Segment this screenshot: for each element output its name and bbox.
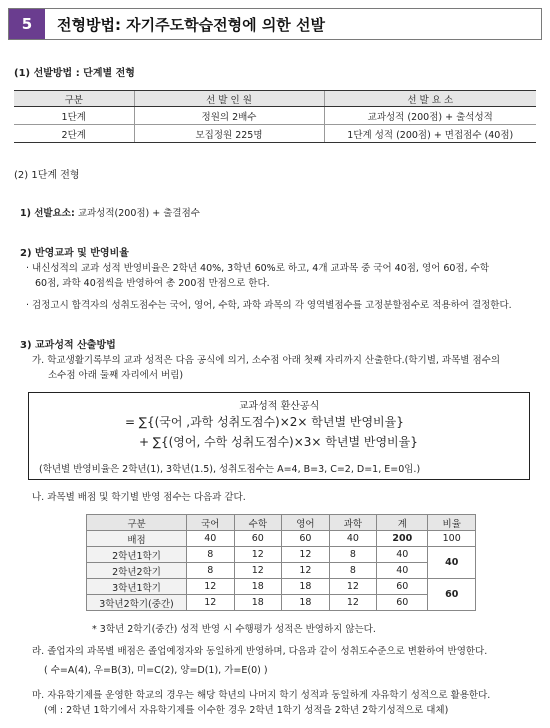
formula-line-2: + ∑{(영어, 수학 성취도점수)×3× 학년별 반영비율} [139,435,418,449]
table-header: 선 발 요 소 [324,91,536,107]
table-row [87,595,476,611]
selection-method-heading: (1) 선발방법 : 단계별 전형 [14,68,135,79]
bullet-text: 내신성적의 교과 성적 반영비율은 2학년 40%, 3학년 60%로 하고, 4개 교과목 중 국어 40점, 영어 60점, 수학 [32,263,490,274]
table-cell: 60 [234,531,282,547]
table-header: 선 발 인 원 [134,91,324,107]
stage1-heading: (2) 1단계 전형 [14,170,80,181]
table-header: 구분 [14,91,134,107]
table-cell: 40 [187,531,235,547]
table-header: 영어 [282,515,330,531]
table-cell: 2학년1학기 [87,547,187,563]
table-cell: 정원의 2배수 [134,107,324,125]
table-cell: 2단계 [14,125,134,143]
table-cell: 12 [329,595,377,611]
selection-elements-label: 1) 선발요소: [20,208,75,219]
formula-title: 교과성적 환산공식 [238,401,320,412]
allocation-table [86,514,476,611]
table-cell: 12 [282,547,330,563]
table-cell: 18 [234,579,282,595]
table-cell: 3학년1학기 [87,579,187,595]
table-cell: 교과성적 (200점) + 출석성적 [324,107,536,125]
table-row [87,563,476,579]
ged-bullet: · 검정고시 합격자의 성취도점수는 국어, 영어, 수학, 과학 과목의 각 영역별점수를 고정분할점수로 적용하여 결정한다. [26,300,512,311]
table-header: 계 [377,515,428,531]
free-semester [32,688,547,718]
table-cell: 60 [282,531,330,547]
selection-elements-text: 교과성적(200점) + 출결점수 [77,208,200,219]
table-header: 구분 [87,515,187,531]
table-cell: 2학년2학기 [87,563,187,579]
ga-line-1: 가. 학교생활기록부의 교과 성적은 다음 공식에 의거, 소수점 아래 첫째 자리까지 산출한다.(학기별, 과목별 점수의 [32,355,501,366]
bullet-text-cont: 60점, 과학 40점씩을 반영하여 총 200점 만점으로 한다. [35,278,270,289]
table-cell: 60 [428,579,476,611]
graduate-conversion [32,644,547,678]
table-cell: 12 [329,579,377,595]
table-cell: 40 [377,547,428,563]
section-title: 전형방법: 자기주도학습전형에 의한 선발 [57,15,325,34]
table-cell: 60 [377,579,428,595]
section-number: 5 [9,9,45,39]
table-cell: 배점 [87,531,187,547]
table-row [87,547,476,563]
ma-line-2: (예 : 2학년 1학기에서 자유학기제를 이수한 경우 2학년 1학기 성적을 2학년 2학기성적으로 대체) [44,705,449,716]
table-header: 과학 [329,515,377,531]
calculation-method-heading: 3) 교과성적 산출방법 [20,340,116,351]
table-cell: 8 [329,563,377,579]
table-footnote: * 3학년 2학기(중간) 성적 반영 시 수행평가 성적은 반영하지 않는다. [92,624,376,635]
table-row [14,107,536,125]
reflected-subjects-bullet: · 내신성적의 교과 성적 반영비율은 2학년 40%, 3학년 60%로 하고, 4개 교과목 중 국어 40점, 영어 60점, 수학 60점, 과학 40점씩을 반영하여 총 200점 만점으로 한다. [26,261,541,291]
table-cell: 40 [377,563,428,579]
table-header: 국어 [187,515,235,531]
table-row [87,579,476,595]
table-cell: 200 [377,531,428,547]
table-cell: 18 [282,579,330,595]
table-header: 수학 [234,515,282,531]
table-cell: 1단계 [14,107,134,125]
table-cell: 12 [282,563,330,579]
table-cell: 40 [428,547,476,579]
table-cell: 12 [187,595,235,611]
table-cell: 8 [329,547,377,563]
calculation-method-ga [32,353,542,383]
table-cell: 8 [187,547,235,563]
table-cell: 1단계 성적 (200점) + 면접점수 (40점) [324,125,536,143]
table-cell: 18 [234,595,282,611]
ra-line-1: 라. 졸업자의 과목별 배점은 졸업예정자와 동일하게 반영하며, 다음과 같이 성취도수준으로 변환하여 반영한다. [32,646,488,657]
formula-box [28,392,530,480]
bullet-text: 검정고시 합격자의 성취도점수는 국어, 영어, 수학, 과학 과목의 각 영역별점수를 고정분할점수로 적용하여 결정한다. [32,300,512,311]
table-cell: 40 [329,531,377,547]
table-cell: 3학년2학기(중간) [87,595,187,611]
table-cell: 12 [187,579,235,595]
table-cell: 18 [282,595,330,611]
table-row [87,531,476,547]
table-cell: 100 [428,531,476,547]
ma-line-1: 마. 자유학기제를 운영한 학교의 경우는 해당 학년의 나머지 학기 성적과 동일하게 자유학기 성적으로 활용한다. [32,690,491,701]
ra-line-2: ( 수=A(4), 우=B(3), 미=C(2), 양=D(1), 가=E(0) ) [44,665,268,676]
selection-stage-table [14,90,536,143]
table-cell: 60 [377,595,428,611]
section-header [8,8,542,40]
table-cell: 12 [234,547,282,563]
table-cell: 8 [187,563,235,579]
selection-elements [20,206,200,221]
table-header: 비율 [428,515,476,531]
ga-line-2: 소수점 아래 둘째 자리에서 버림) [48,370,184,381]
formula-line-1: = ∑{(국어 ,과학 성취도점수)×2× 학년별 반영비율} [125,415,404,429]
table-row [14,125,536,143]
table-cell: 모집정원 225명 [134,125,324,143]
allocation-intro: 나. 과목별 배점 및 학기별 반영 점수는 다음과 같다. [32,492,246,503]
formula-note: (학년별 반영비율은 2학년(1), 3학년(1.5), 성취도점수는 A=4, B=3, C=2, D=1, E=0임.) [39,464,421,475]
table-cell: 12 [234,563,282,579]
reflected-subjects-heading: 2) 반영교과 및 반영비율 [20,248,129,259]
